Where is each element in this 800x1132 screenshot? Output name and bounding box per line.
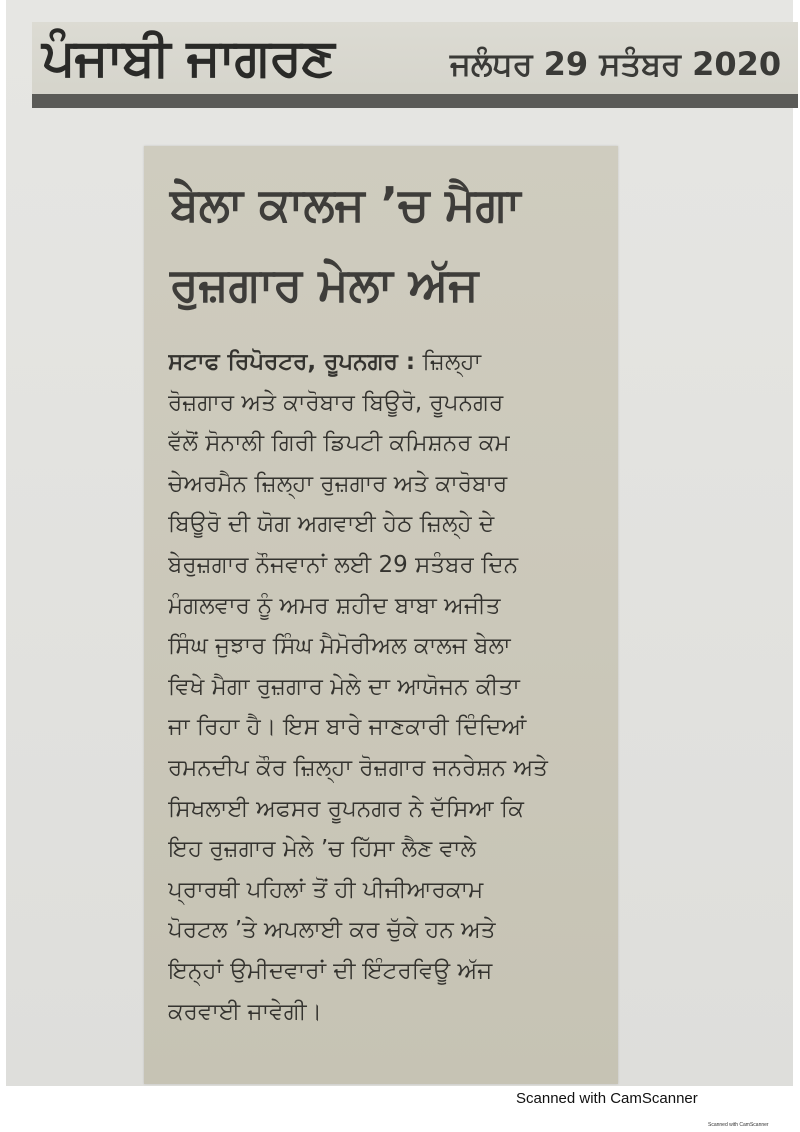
body-line: ਮੰਗਲਵਾਰ ਨੂੰ ਅਮਰ ਸ਼ਹੀਦ ਬਾਬਾ ਅਜੀਤ [168, 592, 501, 619]
newspaper-masthead [32, 22, 798, 108]
body-line: ਚੇਅਰਮੈਨ ਜ਼ਿਲ੍ਹਾ ਰੁਜ਼ਗਾਰ ਅਤੇ ਕਾਰੋਬਾਰ [168, 470, 508, 497]
body-line: ਬੇਰੁਜ਼ਗਾਰ ਨੌਜਵਾਨਾਂ ਲਈ 29 ਸਤੰਬਰ ਦਿਨ [168, 551, 519, 578]
body-line: ਵਿਖੇ ਮੈਗਾ ਰੁਜ਼ਗਾਰ ਮੇਲੇ ਦਾ ਆਯੋਜਨ ਕੀਤਾ [168, 673, 520, 700]
body-line: ਵੱਲੋਂ ਸੋਨਾਲੀ ਗਿਰੀ ਡਿਪਟੀ ਕਮਿਸ਼ਨਰ ਕਮ [168, 430, 510, 457]
newspaper-name: ਪੰਜਾਬੀ ਜਾਗਰਣ [42, 28, 334, 88]
body-line [168, 342, 604, 383]
masthead-rule [32, 94, 798, 108]
body-line: ਇਹ ਰੁਜ਼ਗਾਰ ਮੇਲੇ ’ਚ ਹਿੱਸਾ ਲੈਣ ਵਾਲੇ [168, 836, 477, 863]
article-headline [170, 164, 600, 324]
body-line-text: ਜ਼ਿਲ੍ਹਾ [422, 349, 482, 375]
body-line: ਕਰਵਾਈ ਜਾਵੇਗੀ। [168, 998, 323, 1025]
body-line: ਜਾ ਰਿਹਾ ਹੈ। ਇਸ ਬਾਰੇ ਜਾਣਕਾਰੀ ਦਿੰਦਿਆਂ [168, 714, 527, 741]
body-line: ਪੋਰਟਲ ’ਤੇ ਅਪਲਾਈ ਕਰ ਚੁੱਕੇ ਹਨ ਅਤੇ [168, 917, 496, 944]
scanned-photo [6, 0, 793, 1086]
article-body [168, 342, 604, 1032]
headline-line: ਰੁਜ਼ਗਾਰ ਮੇਲਾ ਅੱਜ [170, 257, 479, 311]
news-clipping [144, 146, 618, 1084]
body-line: ਸਿਖਲਾਈ ਅਫਸਰ ਰੂਪਨਗਰ ਨੇ ਦੱਸਿਆ ਕਿ [168, 795, 524, 822]
article-byline: ਸਟਾਫ ਰਿਪੋਰਟਰ, ਰੂਪਨਗਰ : [168, 349, 416, 375]
camscanner-small-watermark: Scanned with CamScanner [708, 1122, 769, 1128]
headline-line: ਬੇਲਾ ਕਾਲਜ ’ਚ ਮੈਗਾ [170, 177, 521, 231]
body-line: ਇਨ੍ਹਾਂ ਉਮੀਦਵਾਰਾਂ ਦੀ ਇੰਟਰਵਿਊ ਅੱਜ [168, 957, 493, 984]
camscanner-watermark: Scanned with CamScanner [516, 1090, 698, 1107]
masthead-dateline: ਜਲੰਧਰ 29 ਸਤੰਬਰ 2020 [450, 45, 782, 83]
body-line: ਬਿਊਰੋ ਦੀ ਯੋਗ ਅਗਵਾਈ ਹੇਠ ਜ਼ਿਲ੍ਹੇ ਦੇ [168, 511, 495, 538]
body-line: ਪ੍ਰਾਰਥੀ ਪਹਿਲਾਂ ਤੋਂ ਹੀ ਪੀਜੀਆਰਕਾਮ [168, 876, 484, 903]
body-line: ਰਮਨਦੀਪ ਕੌਰ ਜ਼ਿਲ੍ਹਾ ਰੋਜ਼ਗਾਰ ਜਨਰੇਸ਼ਨ ਅਤੇ [168, 754, 548, 781]
body-line: ਸਿੰਘ ਜੁਝਾਰ ਸਿੰਘ ਮੈਮੋਰੀਅਲ ਕਾਲਜ ਬੇਲਾ [168, 633, 511, 660]
body-line: ਰੋਜ਼ਗਾਰ ਅਤੇ ਕਾਰੋਬਾਰ ਬਿਊਰੋ, ਰੂਪਨਗਰ [168, 389, 504, 416]
